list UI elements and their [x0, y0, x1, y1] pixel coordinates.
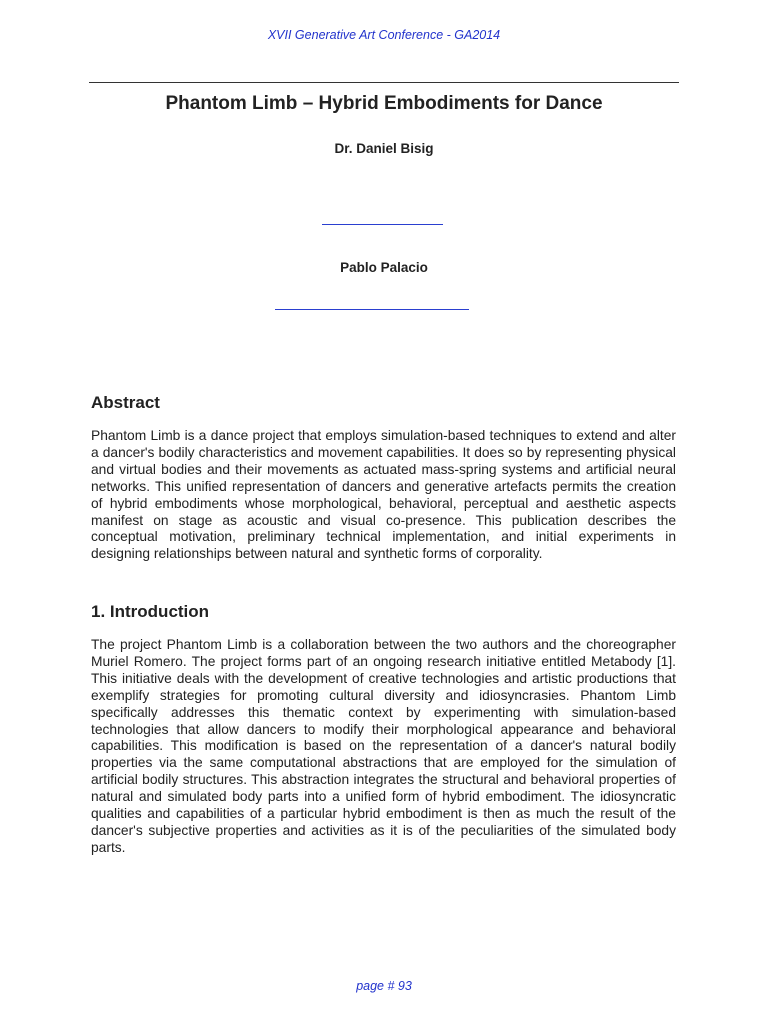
introduction-heading: 1. Introduction: [91, 602, 210, 621]
author-name-1: Dr. Daniel Bisig: [334, 141, 434, 156]
introduction-paragraph: The project Phantom Limb is a collaboration between the two authors and the choreographer Muriel Romero. The project forms part of an ongoing research initiative entitled Metabody [1]. This initiative deals with the development of creative technologies and artistic productions that exemplify strategies for promoting cultural diversity and idiosyncrasies. Phantom Limb specifically addresses this thematic context by experimenting with simulation-based technologies that allow dancers to modify their morphological appearance and behavioral capabilities. This modification is based on the representation of a dancer's natural bodily properties via the same computational abstractions that are employed for the simulation of artificial bodily structures. This abstraction integrates the structural and behavioral properties of natural and simulated body parts into a unified form of hybrid embodiment. The idiosyncratic qualities and capabilities of a particular hybrid embodiment is then as much the result of the dancer's subjective properties and activities as it is of the peculiarities of the simulated body parts.: [91, 637, 676, 855]
page-number: page # 93: [356, 979, 412, 993]
abstract-heading: Abstract: [91, 393, 160, 412]
running-header: XVII Generative Art Conference - GA2014: [267, 28, 501, 42]
author-affiliation-rule-1: [322, 224, 443, 225]
header-divider: [89, 82, 679, 83]
abstract-paragraph: Phantom Limb is a dance project that employs simulation-based techniques to extend and alter a dancer's bodily characteristics and movement capabilities. It does so by representing physical and virtual bodies and their movements as actuated mass-spring systems and artificial neural networks. This unified representation of dancers and generative artefacts permits the creation of hybrid embodiments whose morphological, behavioral, perceptual and aesthetic aspects manifest on stage as acoustic and visual co-presence. This publication describes the conceptual motivation, preliminary technical implementation, and initial experiments in designing relationships between natural and synthetic forms of corporality.: [91, 428, 676, 562]
author-name-2: Pablo Palacio: [340, 260, 428, 275]
paper-title: Phantom Limb – Hybrid Embodiments for Dance: [165, 93, 603, 114]
author-affiliation-rule-2: [275, 309, 469, 310]
